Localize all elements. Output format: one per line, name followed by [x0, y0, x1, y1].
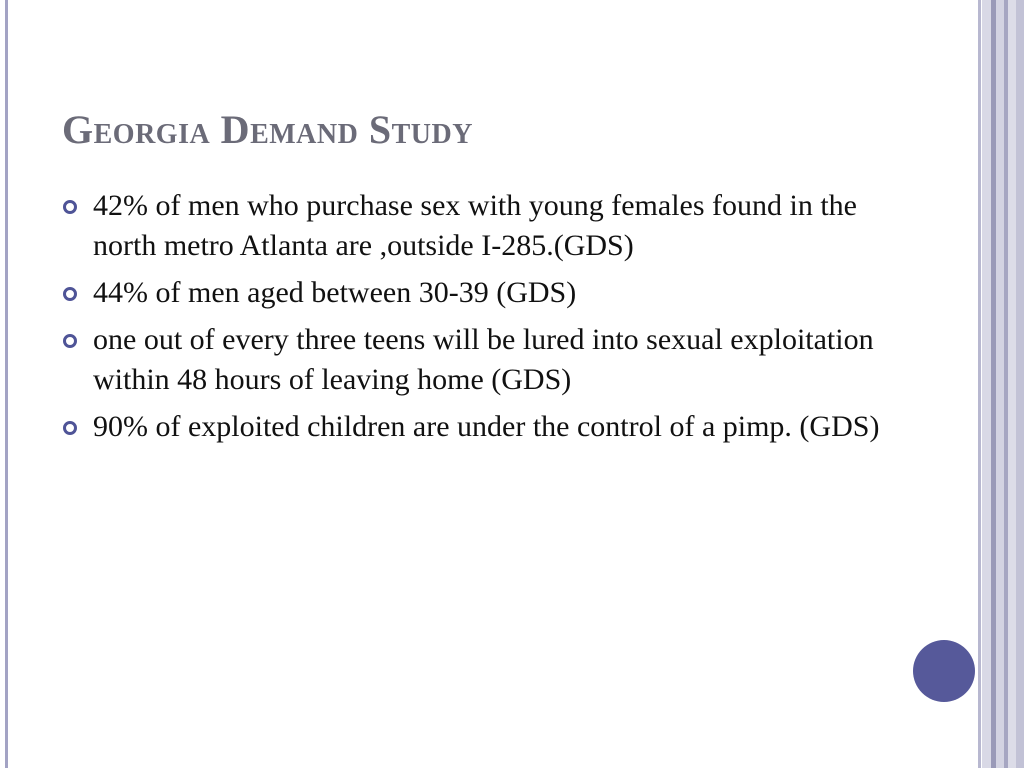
bullet-text: 44% of men aged between 30-39 (GDS) [93, 276, 577, 309]
right-border-stripe [978, 0, 981, 768]
bullet-ring-icon [63, 200, 77, 214]
right-border-stripe [996, 0, 1004, 768]
left-border-line [5, 0, 8, 768]
bullet-text: 90% of exploited children are under the control of a pimp. (GDS) [93, 410, 880, 443]
bullet-item [60, 320, 890, 400]
right-border-stripe [1008, 0, 1016, 768]
right-border-stripe [1016, 0, 1024, 768]
bullet-text: 42% of men who purchase sex with young females found in the north metro Atlanta are ,outside I-285.(GDS) [93, 189, 857, 262]
bullet-item [60, 273, 890, 313]
bullet-ring-icon [63, 287, 77, 301]
bullet-text: one out of every three teens will be lured into sexual exploitation within 48 hours of leaving home (GDS) [93, 323, 874, 396]
bullet-item [60, 407, 890, 447]
bullet-list [60, 186, 890, 454]
circle-icon [913, 640, 975, 702]
bullet-ring-icon [63, 334, 77, 348]
slide-title: Georgia Demand Study [62, 107, 473, 152]
bullet-ring-icon [63, 421, 77, 435]
bullet-item [60, 186, 890, 266]
right-border-stripe [982, 0, 991, 768]
